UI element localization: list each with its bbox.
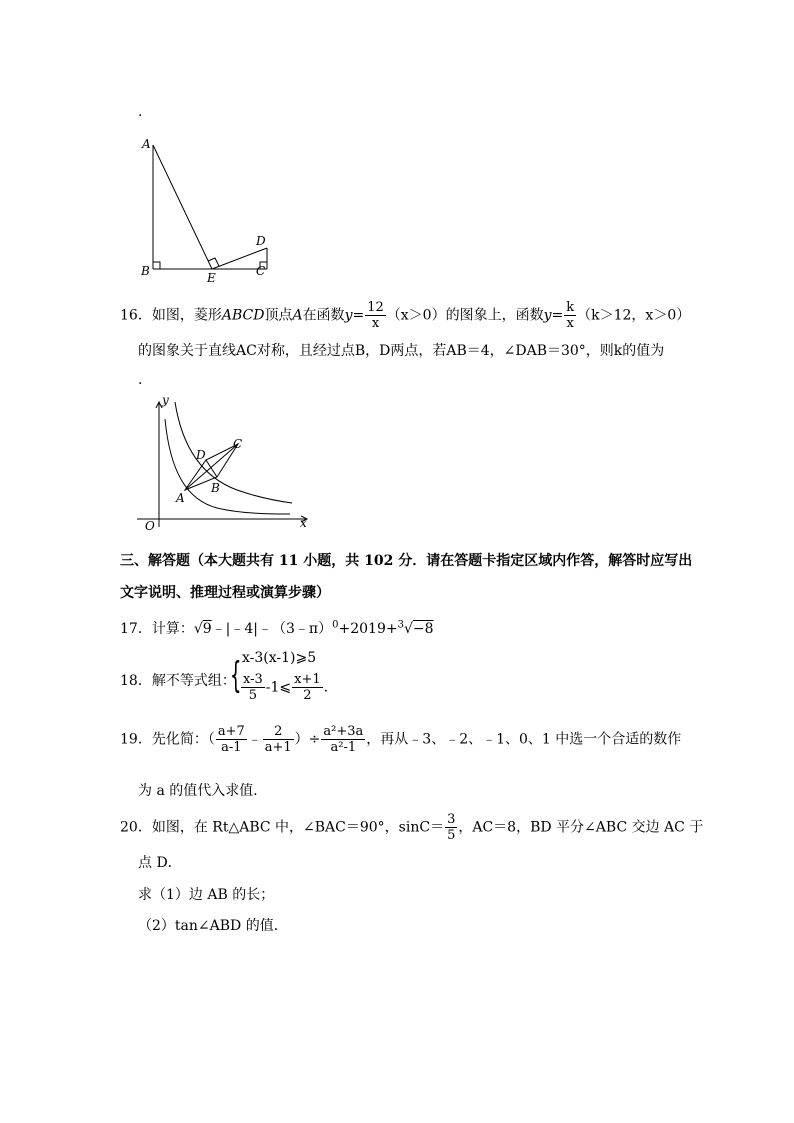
q20-fraction: $\frac{3}{5}$ (447, 812, 456, 843)
fig1-label-D: D (256, 234, 266, 248)
q19-fraction-2: $\frac{2}{a+1}$ (264, 724, 292, 755)
q17-exponent: 0 (332, 619, 339, 631)
triangle-figure-1 (130, 130, 280, 282)
q18-row2 (240, 672, 328, 703)
q19-line1 (120, 724, 681, 755)
q16-fraction-k-over-x: $\frac{k}{x}$ (566, 300, 575, 331)
fig2-label-O: O (145, 519, 155, 532)
q17-expr: +2019+ (338, 621, 398, 637)
q16-line3: . (138, 372, 143, 388)
section-3-heading-line1: 三、解答题（本大题共有 11 小题，共 102 分．请在答题卡指定区域内作答，解答时应写出 (120, 553, 693, 569)
fig2-label-x: x (300, 516, 307, 530)
q18-text: 解不等式组： (151, 673, 236, 689)
q20-line1 (120, 812, 703, 843)
q16-text: （k＞12，x＞0） (577, 307, 691, 324)
q16-point-A: A (292, 307, 303, 324)
q19-fraction-3: $\frac{\text{a²+3a}}{\text{a²-1}}$ (323, 724, 364, 755)
fig1-label-A: A (142, 137, 151, 151)
cube-root: $^3$√−8 (397, 619, 434, 637)
fig2-label-C: C (233, 437, 243, 451)
q16-number: 16． (120, 307, 152, 324)
q16-eq: = (352, 307, 365, 324)
q16-y: y (543, 307, 552, 324)
q19-fraction-1: $\frac{a+7}{a-1}$ (217, 724, 245, 755)
q18-fraction-1: $\frac{x-3}{5}$ (243, 672, 263, 703)
fig1-label-E: E (207, 271, 216, 282)
sqrt-9: √9 (193, 621, 212, 637)
q16-y: y (344, 307, 353, 324)
section-3-heading-line2: 文字说明、推理过程或演算步骤） (120, 585, 330, 601)
q19-number: 19． (120, 731, 152, 748)
q16-text: 在函数 (302, 307, 345, 324)
q16-text: 如图，菱形 (151, 307, 222, 324)
fig2-label-y: y (162, 393, 169, 407)
q17-number: 17． (120, 621, 152, 637)
q16-fraction-12-over-x: $\frac{12}{x}$ (367, 300, 384, 331)
q20-number: 20． (120, 819, 152, 836)
q19-text: ，再从﹣3、﹣2、﹣1、0、1 中选一个合适的数作 (366, 731, 682, 748)
q19-text: 先化简：（ (151, 731, 215, 748)
top-dot: . (138, 104, 143, 120)
q20-line4: （2）tan∠ABD 的值． (138, 918, 288, 934)
q19-line2: 为 a 的值代入求值． (138, 783, 268, 799)
fig2-label-D: D (196, 448, 206, 462)
q16-abcd: ABCD (221, 307, 265, 324)
q19-text: ﹣ (247, 731, 262, 748)
q20-text: ，AC＝8，BD 平分∠ABC 交边 AC 于 (458, 819, 704, 836)
q18-text: . (323, 679, 329, 696)
coordinate-figure-2 (132, 392, 312, 532)
q18-label (120, 670, 236, 690)
left-brace: { (230, 655, 242, 696)
q16-text: （x＞0）的图象上，函数 (386, 307, 544, 324)
fig2-label-A: A (176, 491, 185, 505)
q20-text: 如图，在 Rt△ABC 中，∠BAC＝90°，sinC＝ (151, 819, 445, 836)
fig2-label-B: B (211, 481, 220, 495)
q16-line2: 的图象关于直线AC对称，且经过点B，D两点，若AB＝4，∠DAB＝30°，则k的值为 (138, 343, 665, 359)
q18-number: 18． (120, 673, 152, 689)
q20-line3: 求（1）边 AB 的长； (138, 887, 275, 903)
q16-text: 顶点 (264, 307, 293, 324)
fig1-label-B: B (141, 264, 150, 278)
q16-line1 (120, 300, 690, 331)
q18-fraction-2: $\frac{x+1}{2}$ (294, 672, 321, 703)
q18-text: -1⩽ (265, 679, 292, 696)
fig1-label-C: C (256, 264, 266, 278)
q17-label: 计算： (151, 621, 194, 637)
q17 (120, 618, 434, 638)
q19-text: ）÷ (294, 731, 321, 748)
q18-row1: x-3(x-1)⩾5 (242, 650, 317, 666)
q17-expr: ﹣|﹣4|﹣（3﹣π） (211, 621, 333, 637)
q16-eq: = (551, 307, 564, 324)
q20-line2: 点 D． (138, 855, 182, 871)
